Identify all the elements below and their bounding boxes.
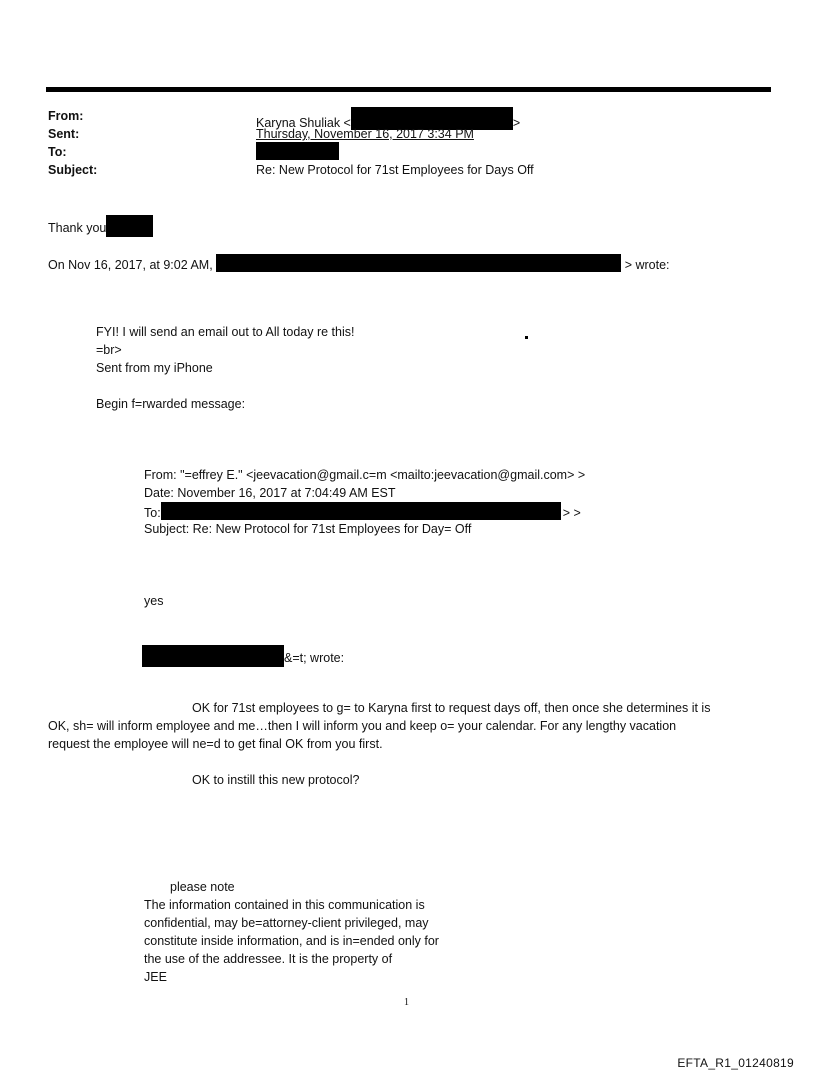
disclaimer-line-4: the use of the addressee. It is the property of bbox=[144, 952, 393, 966]
inner-to-line bbox=[144, 502, 581, 522]
wrote-line bbox=[142, 645, 344, 667]
redaction-block bbox=[216, 254, 621, 272]
subject-value: Re: New Protocol for 71st Employees for Days Off bbox=[256, 163, 534, 177]
sent-label: Sent: bbox=[48, 127, 80, 141]
inner-subject-line: Subject: Re: New Protocol for 71st Employees for Day= Off bbox=[144, 522, 472, 536]
page-number: 1 bbox=[404, 997, 409, 1008]
disclaimer-line-5: JEE bbox=[144, 970, 167, 984]
inner-to-suffix: > > bbox=[562, 506, 581, 520]
from-label: From: bbox=[48, 109, 84, 123]
redaction-block bbox=[142, 645, 284, 667]
inner-from-line: From: "=effrey E." <jeevacation@gmail.c=m <mailto:jeevacation@gmail.com> > bbox=[144, 468, 586, 482]
disclaimer-line-3: constitute inside information, and is in=ended only for bbox=[144, 934, 439, 948]
inner-date-line: Date: November 16, 2017 at 7:04:49 AM EST bbox=[144, 486, 396, 500]
inner-to-prefix: To: bbox=[144, 506, 161, 520]
br-line: =br> bbox=[96, 343, 122, 357]
to-redaction bbox=[256, 142, 339, 160]
stray-mark bbox=[525, 336, 528, 339]
protocol-line-2: OK, sh= will inform employee and me…then I will inform you and keep o= your calendar. For any lengthy vacation bbox=[48, 719, 677, 733]
from-tail: > bbox=[512, 116, 521, 130]
document-id: EFTA_R1_01240819 bbox=[677, 1056, 794, 1070]
from-name: Karyna Shuliak < bbox=[256, 116, 351, 130]
fyi-line: FYI! I will send an email out to All today re this! bbox=[96, 325, 355, 339]
on-wrote-suffix: > wrote: bbox=[624, 258, 670, 272]
disclaimer-line-1: The information contained in this communication is bbox=[144, 898, 425, 912]
redaction-block bbox=[106, 215, 153, 237]
wrote-suffix: &=t; wrote: bbox=[284, 651, 345, 665]
disclaimer-note: please note bbox=[170, 880, 235, 894]
protocol-line-3: request the employee will ne=d to get final OK from you first. bbox=[48, 737, 383, 751]
instill-line: OK to instill this new protocol? bbox=[192, 773, 360, 787]
yes-line: yes bbox=[144, 594, 164, 608]
on-wrote-prefix: On Nov 16, 2017, at 9:02 AM, bbox=[48, 258, 213, 272]
begin-forward-line: Begin f=rwarded message: bbox=[96, 397, 246, 411]
disclaimer-line-2: confidential, may be=attorney-client privileged, may bbox=[144, 916, 429, 930]
sent-from-line: Sent from my iPhone bbox=[96, 361, 213, 375]
sent-value: Thursday, November 16, 2017 3:34 PM bbox=[256, 127, 474, 141]
thank-you-line bbox=[48, 215, 153, 237]
header-rule bbox=[46, 87, 771, 92]
to-label: To: bbox=[48, 145, 67, 159]
protocol-line-1: OK for 71st employees to g= to Karyna first to request days off, then once she determines it is bbox=[192, 701, 711, 715]
thank-you-text: Thank you bbox=[48, 221, 107, 235]
on-wrote-line bbox=[48, 254, 670, 274]
subject-label: Subject: bbox=[48, 163, 98, 177]
redaction-block bbox=[161, 502, 561, 520]
